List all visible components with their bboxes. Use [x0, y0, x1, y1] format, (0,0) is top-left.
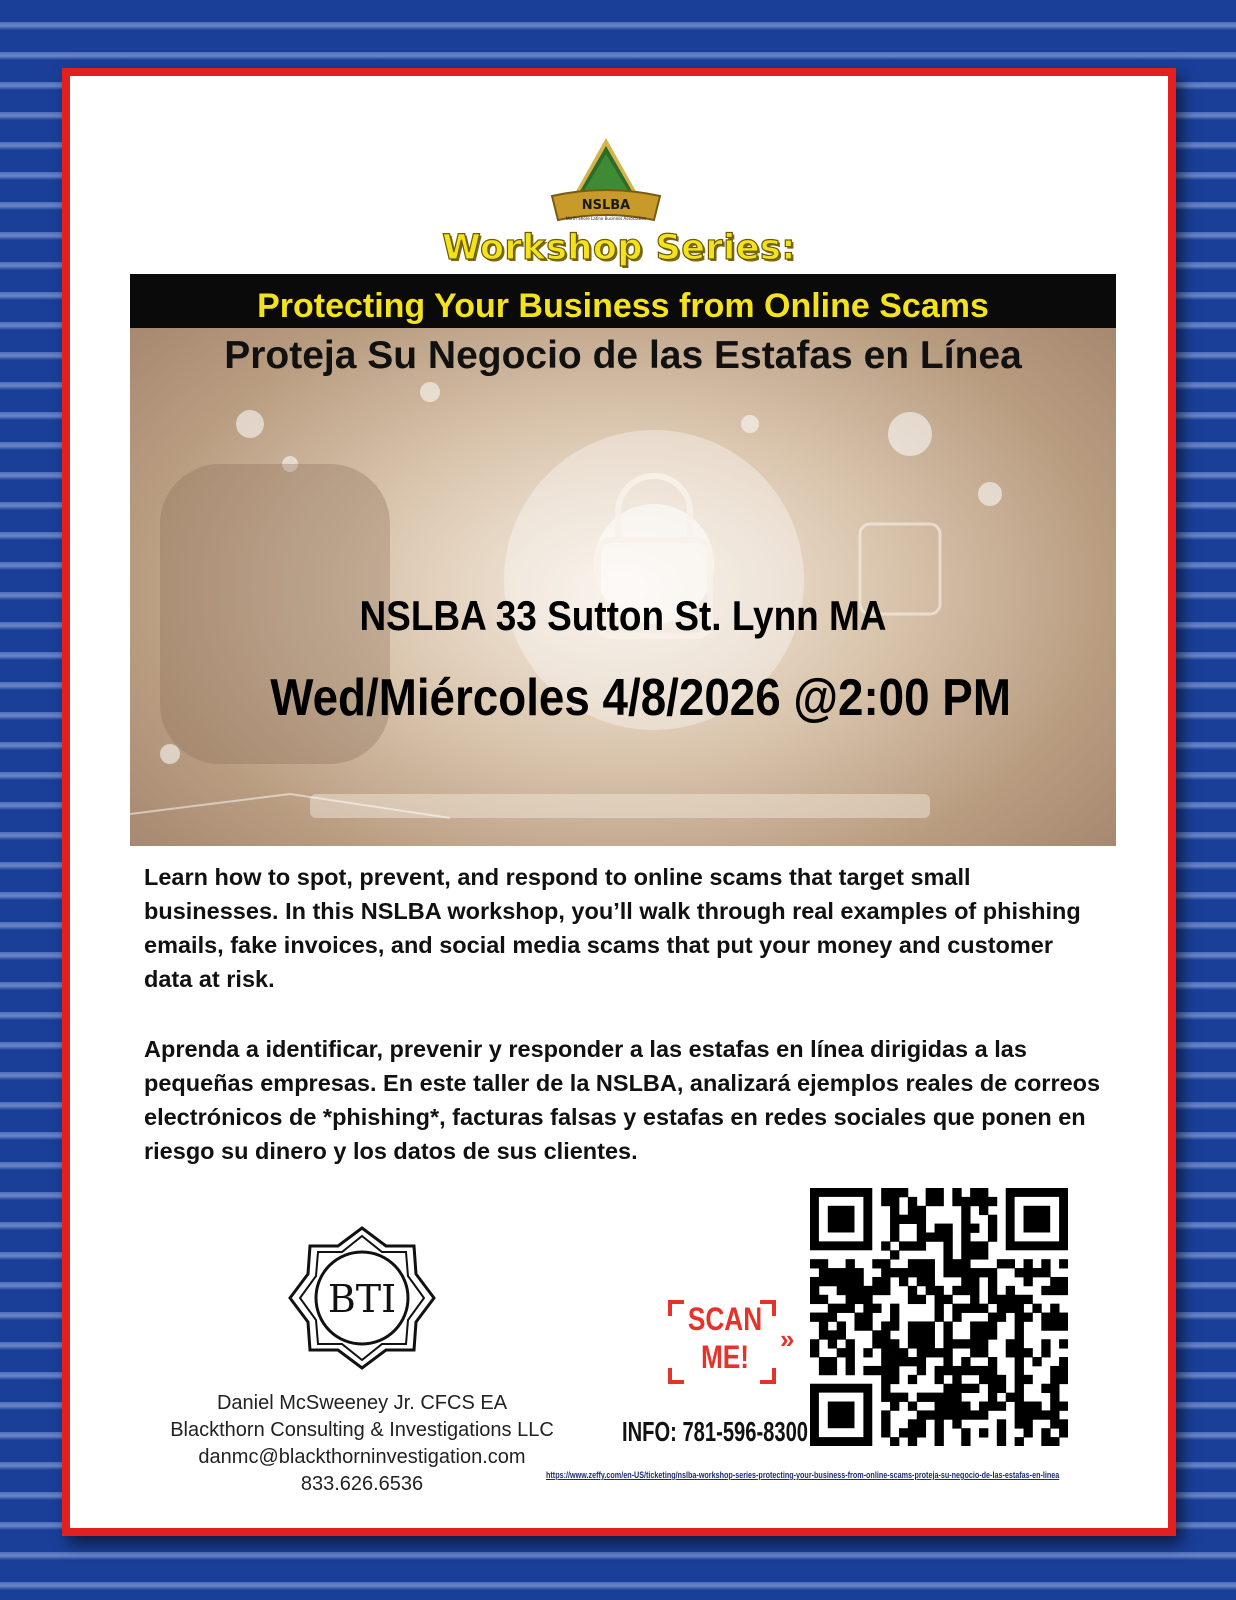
nslba-logo: [544, 136, 668, 232]
presenter-company: Blackthorn Consulting & Investigations LLC: [170, 1419, 554, 1441]
description-es: Aprenda a identificar, prevenir y responder a las estafas en línea dirigidas a las pequeñas empresas. En este taller de la NSLBA, analizará ejemplos reales de correos electrónicos de *phishing*, facturas falsas y estafas en redes sociales que ponen en riesgo su dinero y los datos de sus clientes.: [144, 1036, 1101, 1164]
event-location: NSLBA 33 Sutton St. Lynn MA: [359, 592, 887, 639]
title-banner-en: Protecting Your Business from Online Scams: [130, 274, 1116, 328]
scan-line-1: SCAN: [687, 1301, 763, 1337]
event-datetime: Wed/Miércoles 4/8/2026 @2:00 PM: [270, 669, 1011, 727]
presenter-contact: [132, 1390, 592, 1498]
title-es: Proteja Su Negocio de las Estafas en Línea: [224, 334, 1022, 377]
scan-me-badge: [670, 1298, 800, 1388]
qr-code[interactable]: [810, 1188, 1068, 1446]
series-title: Workshop Series:: [442, 228, 796, 268]
chevron-right-icon: »: [780, 1324, 795, 1354]
ticket-url[interactable]: https://www.zeffy.com/en-US/ticketing/nslba-workshop-series-protecting-your-business-from-online-scams-proteja-su-negocio-de-las-estafas-en-linea: [546, 1470, 1060, 1480]
logo-subtext: North Shore Latino Business Association: [565, 216, 647, 221]
bti-logo: [288, 1224, 436, 1372]
flyer-card: [62, 68, 1176, 1536]
presenter-name: Daniel McSweeney Jr. CFCS EA: [216, 1392, 508, 1414]
presenter-email[interactable]: danmc@blackthorninvestigation.com: [198, 1446, 526, 1468]
info-phone: INFO: 781-596-8300: [622, 1416, 809, 1447]
presenter-phone: 833.626.6536: [300, 1473, 424, 1495]
hero-banner: [130, 274, 1116, 846]
logo-text: NSLBA: [581, 198, 631, 213]
scan-line-2: ME!: [700, 1339, 750, 1375]
bti-logo-text: BTI: [327, 1277, 397, 1321]
description-en: Learn how to spot, prevent, and respond to online scams that target small businesses. In this NSLBA workshop, you’ll walk through real examples of phishing emails, fake invoices, and social media scams that put your money and customer data at risk.: [144, 864, 1081, 992]
